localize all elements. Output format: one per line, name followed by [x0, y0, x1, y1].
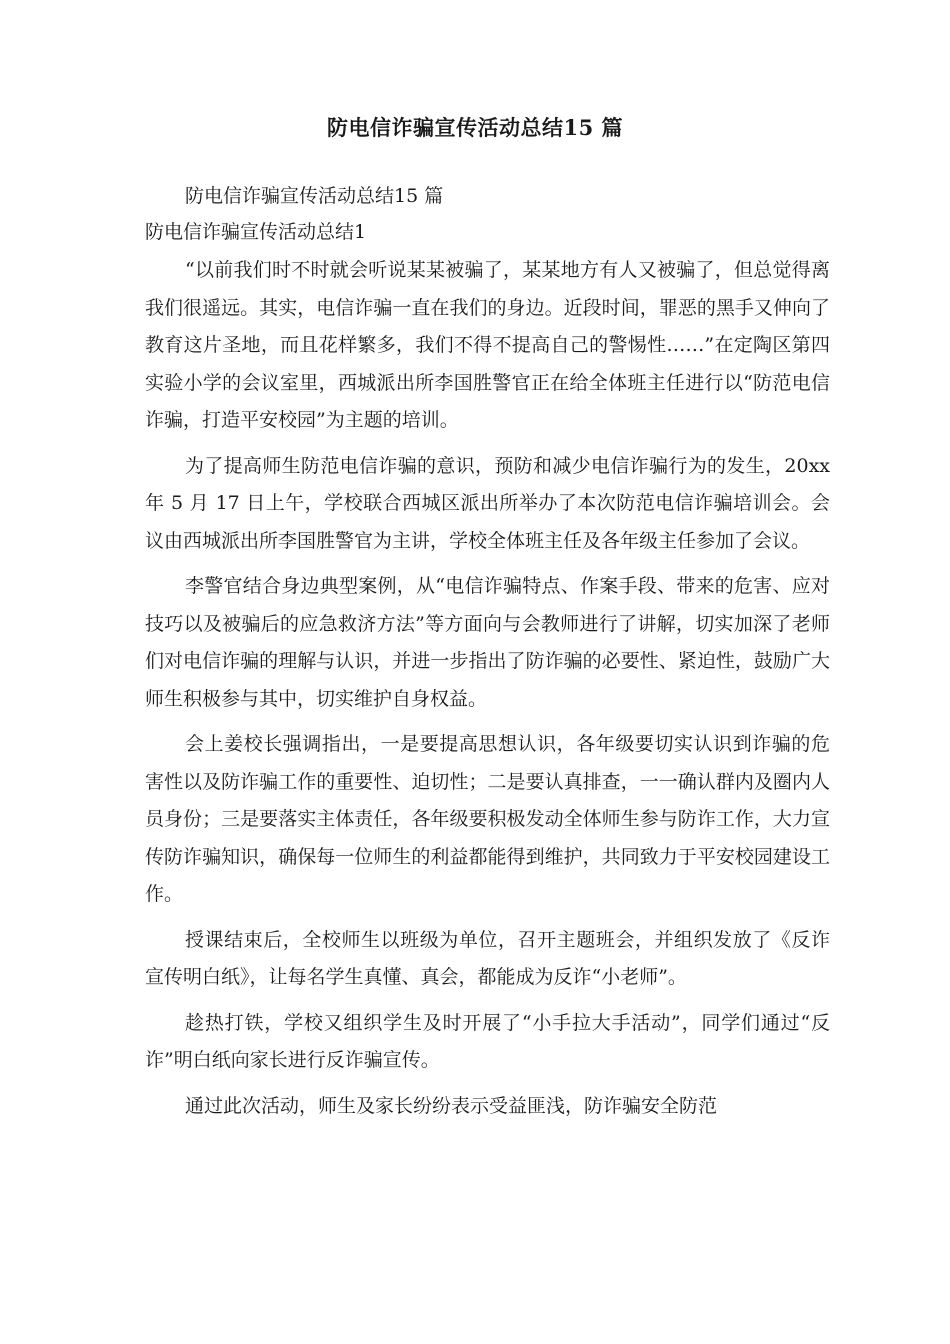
- body-paragraph: 会上姜校长强调指出，一是要提高思想认识，各年级要切实认识到诈骗的危害性以及防诈骗工作的重要性、迫切性；二是要认真排查，一一确认群内及圈内人员身份；三是要落实主体责任，各年级要积极发动全体师生参与防诈工作，大力宣传防诈骗知识，确保每一位师生的利益都能得到维护，共同致力于平安校园建设工作。: [145, 733, 830, 905]
- section-heading: 防电信诈骗宣传活动总结1: [145, 221, 367, 243]
- document-subtitle: 防电信诈骗宣传活动总结15 篇: [185, 185, 444, 207]
- body-paragraph: 李警官结合身边典型案例，从“电信诈骗特点、作案手段、带来的危害、应对技巧以及被骗后的应急救济方法”等方面向与会教师进行了讲解，切实加深了老师们对电信诈骗的理解与认识，并进一步指出了防诈骗的必要性、紧迫性，鼓励广大师生积极参与其中，切实维护自身权益。: [145, 575, 830, 710]
- body-paragraph: 通过此次活动，师生及家长纷纷表示受益匪浅，防诈骗安全防范: [185, 1094, 718, 1117]
- document-title: 防电信诈骗宣传活动总结15 篇: [326, 115, 624, 140]
- body-paragraph: 授课结束后，全校师生以班级为单位，召开主题班会，并组织发放了《反诈宣传明白纸》，让每名学生真懂、真会，都能成为反诈“小老师”。: [145, 928, 830, 988]
- body-paragraph: 趁热打铁，学校又组织学生及时开展了“小手拉大手活动”，同学们通过“反诈”明白纸向家长进行反诈骗宣传。: [145, 1011, 830, 1071]
- body-paragraph: 为了提高师生防范电信诈骗的意识，预防和减少电信诈骗行为的发生，20xx 年 5 月 17 日上午，学校联合西城区派出所举办了本次防范电信诈骗培训会。会议由西城派出所李国胜警官为主讲，学校全体班主任及各年级主任参加了会议。: [145, 454, 830, 552]
- body-paragraph: “以前我们时不时就会听说某某被骗了，某某地方有人又被骗了，但总觉得离我们很遥远。其实，电信诈骗一直在我们的身边。近段时间，罪恶的黑手又伸向了教育这片圣地，而且花样繁多，我们不得不提高自己的警惕性……”在定陶区第四实验小学的会议室里，西城派出所李国胜警官正在给全体班主任进行以“防范电信诈骗，打造平安校园”为主题的培训。: [145, 259, 830, 431]
